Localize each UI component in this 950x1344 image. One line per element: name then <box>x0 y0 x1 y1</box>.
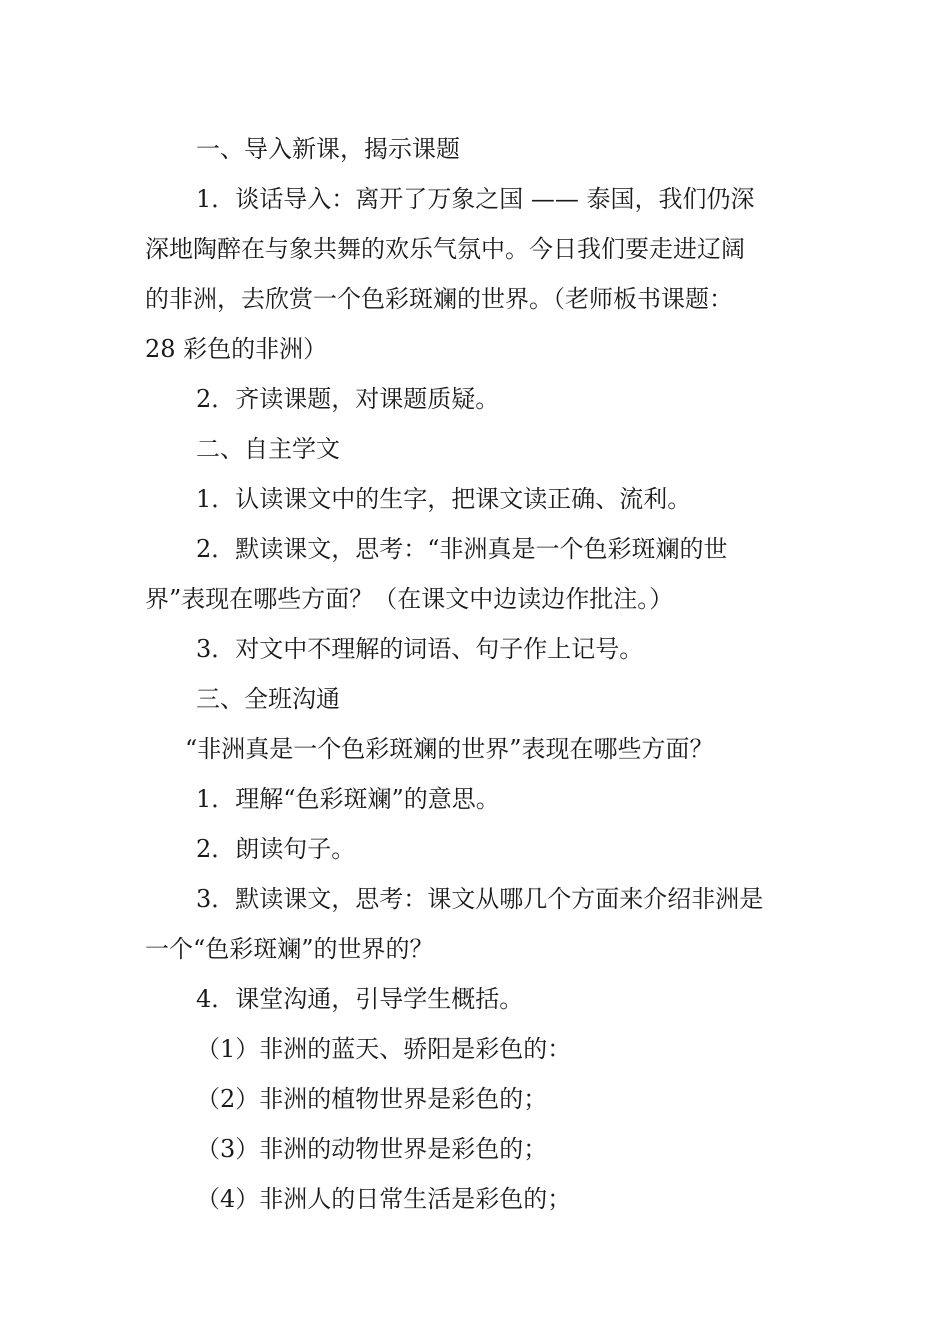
list-item: （1）非洲的蓝天、骄阳是彩色的： <box>196 1035 572 1063</box>
paragraph-line: 的非洲，去欣赏一个色彩斑斓的世界。（老师板书课题： <box>145 285 733 313</box>
paragraph-line: 2．朗读句子。 <box>196 835 356 863</box>
section-heading-3: 三、全班沟通 <box>196 685 340 713</box>
paragraph-line: 1．谈话导入：离开了万象之国 —— 泰国，我们仍深 <box>196 185 755 213</box>
paragraph-line: 3．默读课文，思考：课文从哪几个方面来介绍非洲是 <box>196 885 764 913</box>
paragraph-line: 深地陶醉在与象共舞的欢乐气氛中。今日我们要走进辽阔 <box>145 235 745 263</box>
paragraph-line: 1．认读课文中的生字，把课文读正确、流利。 <box>196 485 692 513</box>
paragraph-line: 2．齐读课题，对课题质疑。 <box>196 385 500 413</box>
list-item: （3）非洲的动物世界是彩色的； <box>196 1135 548 1163</box>
list-item: （4）非洲人的日常生活是彩色的； <box>196 1185 572 1213</box>
paragraph-line: 28 彩色的非洲） <box>145 335 328 363</box>
paragraph-line: 3．对文中不理解的词语、句子作上记号。 <box>196 635 644 663</box>
paragraph-line: 2．默读课文，思考：“非洲真是一个色彩斑斓的世 <box>196 535 728 563</box>
section-heading-2: 二、自主学文 <box>196 435 340 463</box>
paragraph-line: 1．理解“色彩斑斓”的意思。 <box>196 785 500 813</box>
paragraph-line: 4．课堂沟通，引导学生概括。 <box>196 985 524 1013</box>
paragraph-line: 界”表现在哪些方面？（在课文中边读边作批注。） <box>145 585 674 613</box>
paragraph-line: “非洲真是一个色彩斑斓的世界”表现在哪些方面？ <box>185 735 714 763</box>
paragraph-line: 一个“色彩斑斓”的世界的？ <box>145 935 434 963</box>
list-item: （2）非洲的植物世界是彩色的； <box>196 1085 548 1113</box>
section-heading-1: 一、导入新课，揭示课题 <box>196 135 460 163</box>
